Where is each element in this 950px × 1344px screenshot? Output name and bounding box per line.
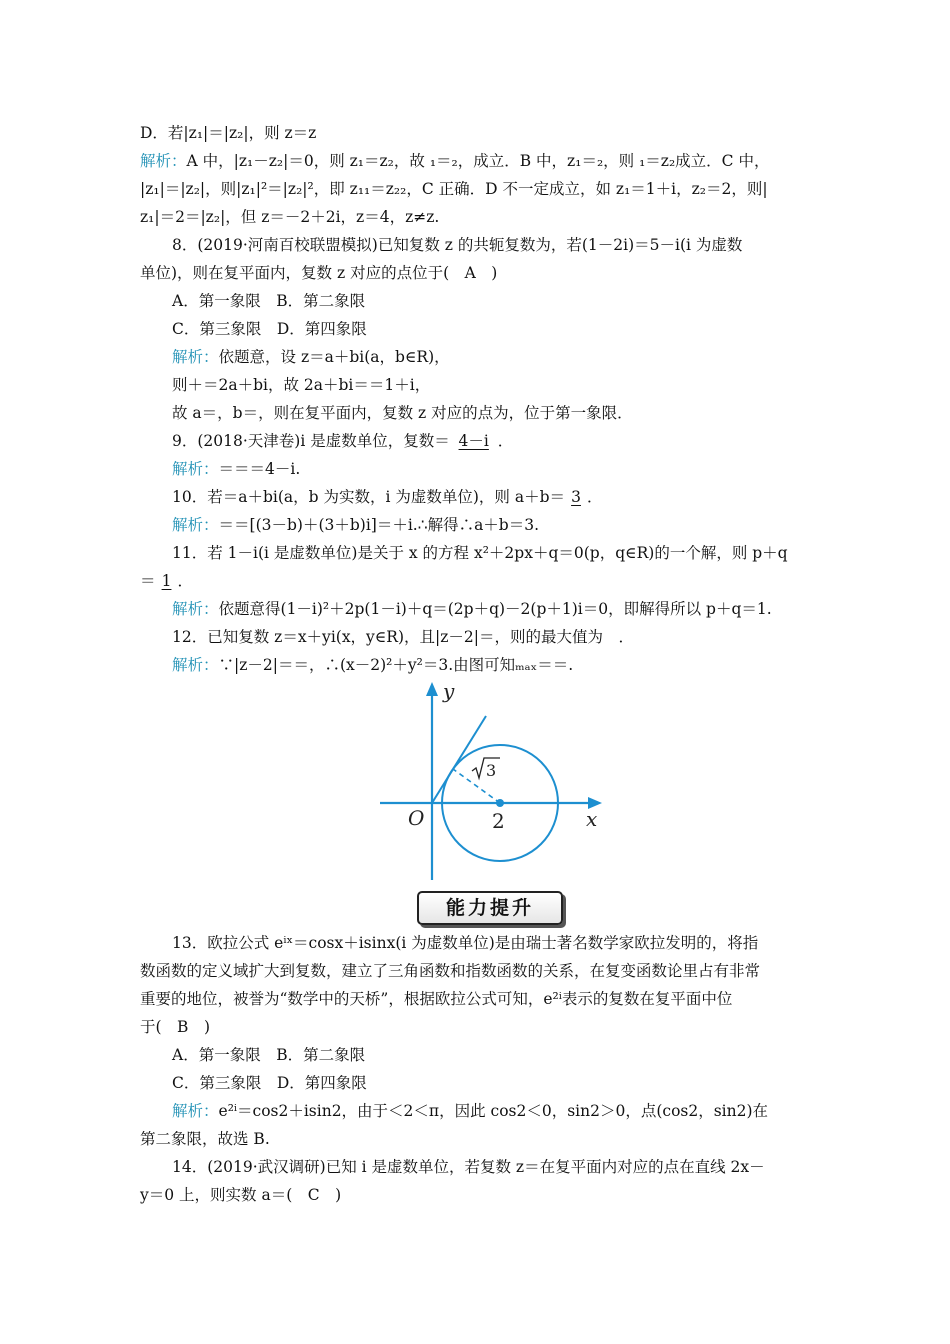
question-8-options-ab: A．第一象限 B．第二象限 — [172, 292, 366, 310]
solution-text: ＝＝＝4－i. — [218, 460, 301, 478]
x-axis-label: x — [586, 807, 598, 831]
radius-label — [472, 758, 500, 780]
solution-8-line-1 — [172, 347, 852, 367]
solution-11 — [172, 599, 852, 619]
solution-text: 依题意得(1－i)²＋2p(1－i)＋q＝(2p＋q)－2(p＋1)i＝0，即解得所以 p＋q＝1. — [218, 600, 772, 618]
solution-text: A 中，|z₁－z₂|＝0，则 z₁＝z₂，故 ₁＝₂，成立．B 中，z₁＝₂，则 ₁＝z₂成立．C 中， — [186, 152, 770, 170]
solution-text: 依题意，设 z＝a＋bi(a，b∈R)， — [218, 348, 450, 366]
question-9 — [172, 431, 852, 451]
question-10-answer: 3 — [571, 488, 581, 506]
solution-9 — [172, 459, 852, 479]
radius-label-radicand: 3 — [486, 761, 497, 780]
question-10-end: ． — [587, 488, 603, 506]
question-13-options-cd: C．第三象限 D．第四象限 — [172, 1074, 367, 1092]
solution-7-line-2: |z₁|＝|z₂|，则|z₁|²＝|z₂|²，即 z₁₁＝z₂₂，C 正确．D 不一定成立，如 z₁＝1＋i，z₂＝2，则| — [140, 180, 768, 198]
question-14-line-2: y＝0 上，则实数 a＝( C ) — [140, 1186, 342, 1204]
option-d-line: D．若|z₁|＝|z₂|，则 z＝z — [140, 124, 317, 142]
solution-text: ∵|z－2|＝＝，∴(x－2)²＋y²＝3.由图可知ₘₐₓ＝＝. — [218, 656, 574, 674]
solution-label: 解析： — [172, 656, 219, 674]
y-axis-label: y — [443, 679, 455, 703]
solution-8-line-3: 故 a＝，b＝，则在复平面内，复数 z 对应的点为，位于第一象限． — [172, 404, 633, 422]
circle-tangent-figure — [372, 676, 612, 886]
question-14-line-1: 14．(2019·武汉调研)已知 i 是虚数单位，若复数 z＝在复平面内对应的点在直线 2x－ — [172, 1158, 765, 1176]
solution-text: e²ⁱ＝cos2＋isin2，由于＜2＜π，因此 cos2＜0，sin2＞0，点(cos2，sin2)在 — [218, 1102, 769, 1120]
section-banner-text: 能力提升 — [445, 897, 534, 919]
solution-7-line-3: z₁|＝2＝|z₂|，但 z＝－2＋2i，z＝4，z≠z. — [140, 208, 440, 226]
question-10 — [172, 487, 852, 507]
question-11-eq: ＝ — [140, 572, 156, 590]
question-11-line-1: 11．若 1－i(i 是虚数单位)是关于 x 的方程 x²＋2px＋q＝0(p，q∈R)的一个解，则 p＋q — [172, 544, 788, 562]
question-11-line-2 — [140, 571, 820, 591]
question-8-options-cd: C．第三象限 D．第四象限 — [172, 320, 367, 338]
question-9-answer: 4－i — [458, 432, 489, 450]
question-10-text: 10．若＝a＋bi(a，b 为实数，i 为虚数单位)，则 a＋b＝ — [172, 488, 566, 506]
question-13-line-2: 数函数的定义域扩大到复数，建立了三角函数和指数函数的关系，在复变函数论里占有非常 — [140, 962, 761, 980]
question-9-end: ． — [497, 432, 514, 450]
origin-label: O — [408, 806, 425, 830]
solution-12 — [172, 655, 852, 675]
y-axis-arrow-icon — [426, 682, 438, 696]
question-11-answer: 1 — [161, 572, 172, 590]
question-8-line-1: 8．(2019·河南百校联盟模拟)已知复数 z 的共轭复数为，若(1－2i)＝5－i(i 为虚数 — [172, 236, 743, 254]
tangent-line — [432, 716, 486, 803]
solution-13-line-2: 第二象限，故选 B. — [140, 1130, 270, 1148]
question-9-text: 9．(2018·天津卷)i 是虚数单位，复数＝ — [172, 432, 450, 450]
solution-8-line-2: 则＋＝2a＋bi，故 2a＋bi＝＝1＋i， — [172, 376, 431, 394]
solution-label: 解析： — [172, 460, 219, 478]
solution-7-line-1 — [140, 151, 820, 171]
solution-label: 解析： — [172, 516, 219, 534]
question-13-line-4: 于( B ) — [140, 1018, 210, 1036]
question-13-line-3: 重要的地位，被誉为“数学中的天桥”，根据欧拉公式可知，e²ⁱ表示的复数在复平面中位 — [140, 990, 733, 1008]
solution-text: ＝＝[(3－b)＋(3＋b)i]＝＋i.∴解得∴a＋b＝3. — [218, 516, 540, 534]
question-11-end: ． — [177, 572, 194, 590]
solution-label: 解析： — [172, 1102, 219, 1120]
question-12: 12．已知复数 z＝x＋yi(x，y∈R)，且|z－2|＝，则的最大值为 ． — [172, 628, 634, 646]
tick-label-2: 2 — [492, 809, 505, 833]
question-13-line-1: 13．欧拉公式 eⁱˣ＝cosx＋isinx(i 为虚数单位)是由瑞士著名数学家欧拉发明的，将指 — [172, 934, 759, 952]
solution-13-line-1 — [172, 1101, 852, 1121]
question-13-options-ab: A．第一象限 B．第二象限 — [172, 1046, 366, 1064]
solution-label: 解析： — [172, 600, 219, 618]
solution-10 — [172, 515, 852, 535]
solution-label: 解析： — [140, 152, 187, 170]
solution-label: 解析： — [172, 348, 219, 366]
section-banner — [417, 891, 563, 925]
question-8-line-2: 单位)，则在复平面内，复数 z 对应的点位于( A ) — [140, 264, 498, 282]
center-point — [496, 799, 504, 807]
